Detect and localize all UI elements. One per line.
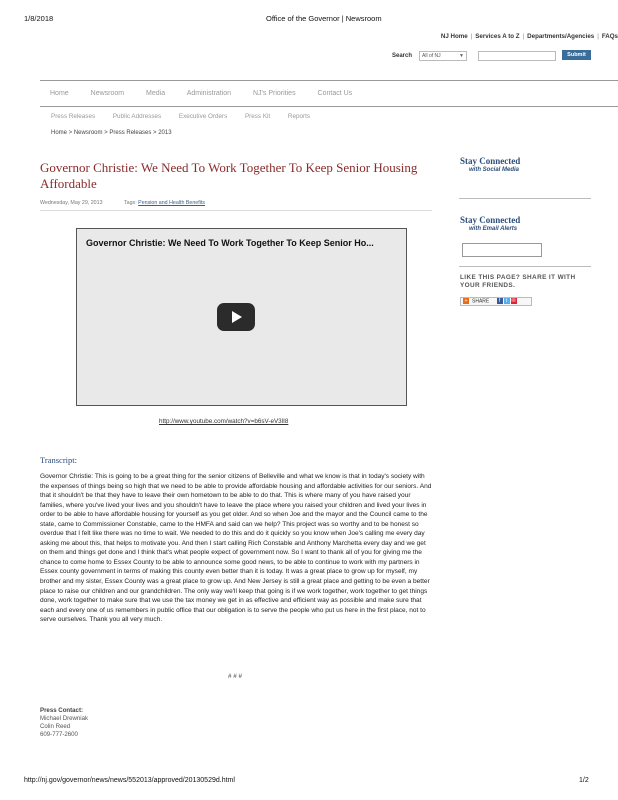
contact-name: Michael Drewniak xyxy=(40,715,89,722)
email-alert-input[interactable] xyxy=(462,243,542,257)
social-media-block[interactable] xyxy=(460,156,520,173)
utility-nav: NJ Home | Services A to Z | Departments/Agencies | FAQs xyxy=(440,33,618,40)
email-heading: Stay Connected xyxy=(460,215,521,225)
plus-icon: + xyxy=(464,298,468,304)
article-meta xyxy=(40,200,205,206)
email-icon[interactable]: ✉ xyxy=(511,298,516,304)
page-title: Governor Christie: We Need To Work Together To Keep Senior Housing Affordable xyxy=(40,160,418,191)
print-title: Office of the Governor | Newsroom xyxy=(266,14,382,23)
transcript-heading: Transcript: xyxy=(40,455,77,465)
util-link-services[interactable]: Services A to Z xyxy=(475,33,520,40)
contact-name: Colin Reed xyxy=(40,723,71,730)
breadcrumb[interactable]: Home > Newsroom > Press Releases > 2013 xyxy=(51,130,172,136)
article-date: Wednesday, May 29, 2013 xyxy=(40,200,103,206)
sidebar-divider xyxy=(459,198,591,199)
subnav-reports[interactable]: Reports xyxy=(287,113,310,120)
meta-divider xyxy=(40,210,432,211)
util-link-nj-home[interactable]: NJ Home xyxy=(440,33,468,40)
social-subheading: with Social Media xyxy=(469,167,520,173)
subnav-press-kit[interactable]: Press Kit xyxy=(244,113,271,120)
sidebar-divider xyxy=(459,266,591,267)
search-label: Search xyxy=(392,53,413,59)
share-label: SHARE xyxy=(472,298,490,305)
sub-nav xyxy=(51,113,326,120)
search-scope-value: All of NJ xyxy=(422,53,441,59)
nav-top-rule xyxy=(40,80,618,81)
share-button[interactable] xyxy=(460,297,532,306)
share-prompt: LIKE THIS PAGE? SHARE IT WITH YOUR FRIENDS. xyxy=(460,274,576,289)
end-mark: # # # xyxy=(228,673,243,680)
facebook-icon[interactable]: f xyxy=(497,298,503,304)
social-heading: Stay Connected xyxy=(460,156,521,166)
search-submit-button[interactable]: Submit xyxy=(562,50,591,60)
nav-home[interactable]: Home xyxy=(50,90,69,97)
press-contact xyxy=(40,707,88,739)
twitter-icon[interactable]: t xyxy=(504,298,510,304)
nav-media[interactable]: Media xyxy=(146,90,166,97)
nav-contact[interactable]: Contact Us xyxy=(317,90,353,97)
tags-label: Tags: xyxy=(124,200,137,206)
email-alerts-block xyxy=(460,215,520,232)
search-scope-select[interactable] xyxy=(419,51,467,61)
util-link-faqs[interactable]: FAQs xyxy=(601,33,618,40)
video-player[interactable] xyxy=(76,228,407,406)
subnav-public-addresses[interactable]: Public Addresses xyxy=(112,113,162,120)
nav-bottom-rule xyxy=(40,106,618,107)
nav-newsroom[interactable]: Newsroom xyxy=(90,90,125,97)
print-page-number: 1/2 xyxy=(579,777,589,784)
nav-administration[interactable]: Administration xyxy=(186,90,232,97)
nav-priorities[interactable]: NJ's Priorities xyxy=(253,90,296,97)
transcript-body: Governor Christie: This is going to be a great thing for the senior citizens of Belleville and what we know is that in today's society with the expenses of things being so high that we need to be able to provide affordable housing and affordable activities for our seniors. And that it shouldn't be that they have to leave their own hometown to be able to do that. This is where many of you have raised your families, where you've lived your lives and you shouldn't have to leave the place where you raised your children and lived your lives in order to be able to have affordable housing for yourself as you get older. And so when Joe and the mayor and the Council came to the state, came to Commissioner Constable, came to the HMFA and said can we help? This project was so worthy and to be honest so overdue that I felt like there was no time to wait. We needed to do this and do it quickly so you know when Joe's calling me every day asking me about this, that helps to motivate you. And then I start calling Rich Constable and Anthony Marchetta every day and we get on them and things get done and I think that's what people expect of government now. So I want to thank all of you for giving me the chance to come home to Essex County to be able to announce some good news, to be able to continue to work with my partners in Essex county government in terms of making this county even better than it is today. It was a great place to grow up for myself, my brother and my sister, Essex County was a great place to grow up. And New Jersey is still a great place and getting to be even a better place to raise our children and our grandchildren. The only way we'll keep that going is if we work together, work together to get things done, work together to make sure that we use the tax money we get in as effective and efficient way as possible and make sure that each and every one of us remembers in public office that our obligation is to serve the people who put us here in the first place, not to serve ourselves. Thank you all very much. xyxy=(40,473,432,624)
search-bar xyxy=(392,50,618,63)
print-date: 1/8/2018 xyxy=(24,14,54,23)
contact-phone: 609-777-2600 xyxy=(40,731,78,738)
main-nav xyxy=(50,90,372,97)
email-subheading: with Email Alerts xyxy=(469,226,518,232)
print-url: http://nj.gov/governor/news/news/552013/approved/20130529d.html xyxy=(24,777,235,784)
press-contact-label: Press Contact: xyxy=(40,707,84,714)
video-title[interactable]: Governor Christie: We Need To Work Together To Keep Senior Ho... xyxy=(86,238,374,248)
chevron-down-icon: ▼ xyxy=(459,53,464,59)
subnav-executive-orders[interactable]: Executive Orders xyxy=(178,113,228,120)
util-link-departments[interactable]: Departments/Agencies xyxy=(527,33,595,40)
play-icon[interactable] xyxy=(217,303,255,331)
tag-link[interactable]: Pension and Health Benefits xyxy=(138,200,206,206)
video-link[interactable]: http://www.youtube.com/watch?v=b6sV-eV3lI8 xyxy=(159,418,289,425)
search-input[interactable] xyxy=(478,51,556,61)
subnav-press-releases[interactable]: Press Releases xyxy=(51,113,96,120)
